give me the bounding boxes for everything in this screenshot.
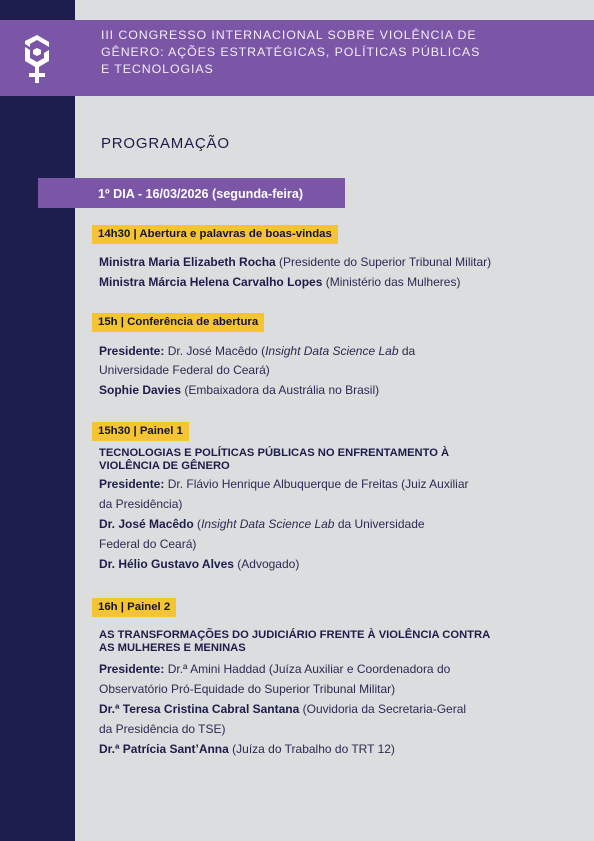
speaker-line: Federal do Ceará) xyxy=(99,537,197,551)
session-time-badge: 16h | Painel 2 xyxy=(92,598,176,617)
speaker-line: Universidade Federal do Ceará) xyxy=(99,363,270,377)
panel-title: AS TRANSFORMAÇÕES DO JUDICIÁRIO FRENTE À VIOLÊNCIA CONTRA AS MULHERES E MENINAS xyxy=(99,629,491,654)
speaker-line: Dr. Hélio Gustavo Alves (Advogado) xyxy=(99,557,300,571)
speaker-line: Dr.ª Teresa Cristina Cabral Santana (Ouvidoria da Secretaria-Geral xyxy=(99,702,467,716)
speaker-line: da Presidência do TSE) xyxy=(99,722,226,736)
speaker-line: Ministra Maria Elizabeth Rocha (Presidente do Superior Tribunal Militar) xyxy=(99,255,492,269)
section-title: PROGRAMAÇÃO xyxy=(101,135,230,152)
speaker-line: Presidente: Dr. Flávio Henrique Albuquerque de Freitas (Juiz Auxiliar xyxy=(99,477,469,491)
speaker-line: Ministra Márcia Helena Carvalho Lopes (Ministério das Mulheres) xyxy=(99,275,461,289)
event-title: III CONGRESSO INTERNACIONAL SOBRE VIOLÊNCIA DE GÊNERO: AÇÕES ESTRATÉGICAS, POLÍTICAS PÚBLICAS E TECNOLOGIAS xyxy=(101,28,481,76)
session-time-badge: 14h30 | Abertura e palavras de boas-vindas xyxy=(92,225,338,244)
speaker-line: Dr.ª Patrícia Sant’Anna (Juíza do Trabalho do TRT 12) xyxy=(99,742,395,756)
session-time-badge: 15h | Conferência de abertura xyxy=(92,313,264,332)
female-symbol-logo-icon xyxy=(19,33,55,85)
panel-title: TECNOLOGIAS E POLÍTICAS PÚBLICAS NO ENFRENTAMENTO À VIOLÊNCIA DE GÊNERO xyxy=(99,447,450,472)
speaker-line: Presidente: Dr. José Macêdo (Insight Data Science Lab da xyxy=(99,344,416,358)
speaker-line: Sophie Davies (Embaixadora da Austrália no Brasil) xyxy=(99,383,380,397)
sidebar-stripe xyxy=(0,0,75,841)
speaker-line: Dr. José Macêdo (Insight Data Science Lab da Universidade xyxy=(99,517,425,531)
speaker-line: Presidente: Dr.ª Amini Haddad (Juíza Auxiliar e Coordenadora do xyxy=(99,662,451,676)
speaker-line: Observatório Pró-Equidade do Superior Tribunal Militar) xyxy=(99,682,396,696)
session-time-badge: 15h30 | Painel 1 xyxy=(92,422,189,441)
day-label: 1º DIA - 16/03/2026 (segunda-feira) xyxy=(98,187,304,201)
speaker-line: da Presidência) xyxy=(99,497,183,511)
